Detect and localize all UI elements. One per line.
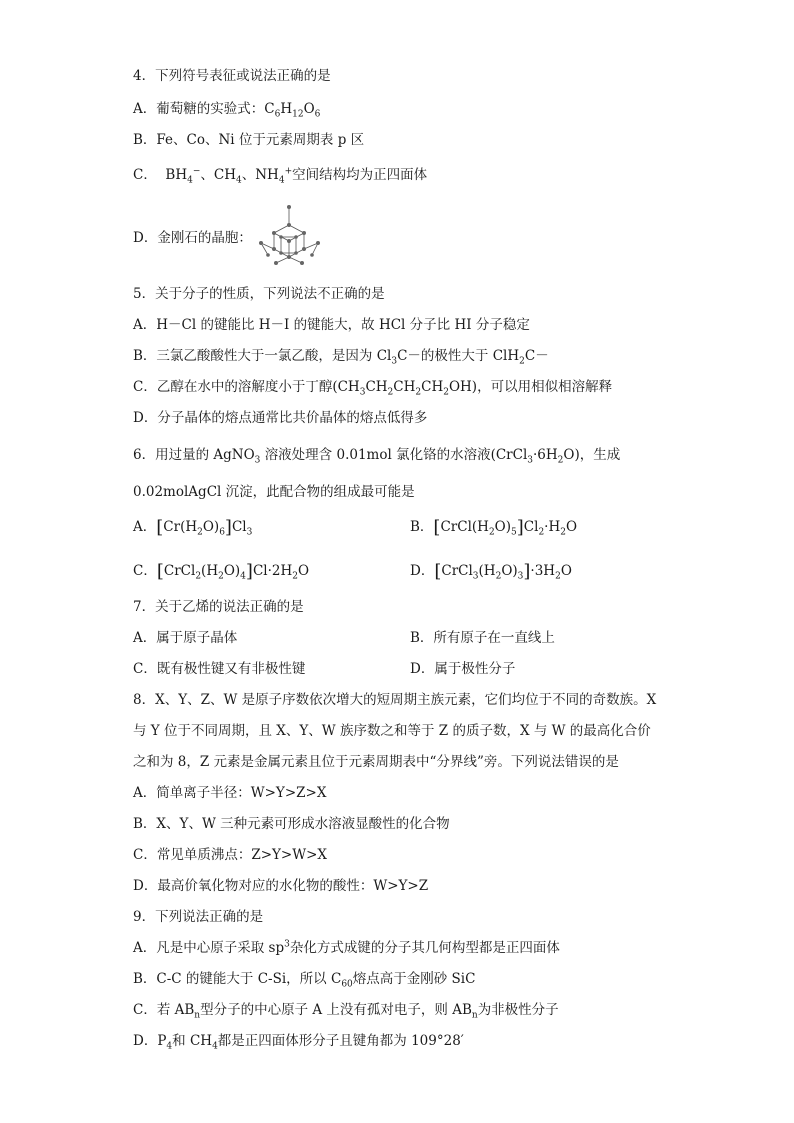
q8-stem-line1: 8．X、Y、Z、W 是原子序数依次增大的短周期主族元素，它们均位于不同的奇数族。X [133, 692, 657, 708]
q4-option-a: A．葡萄糖的实验式：$C_6H_{12}O_6$ [133, 101, 321, 120]
q4-option-d: D．金刚石的晶胞： [133, 230, 252, 246]
q6-option-a: A．$[Cr(H_2O)_6]Cl_3$ [133, 517, 253, 538]
q8-option-d: D．最高价氧化物对应的水化物的酸性：W>Y>Z [133, 878, 429, 894]
q5-option-b: B．三氯乙酸酸性大于一氯乙酸，是因为 $Cl_3C-$的极性大于 ClH$_2$C－ [133, 348, 549, 367]
q8-option-c: C．常见单质沸点：Z>Y>W>X [133, 847, 328, 863]
q8-option-a: A．简单离子半径：W>Y>Z>X [133, 785, 327, 801]
q9-option-a: A．凡是中心原子采取 $sp^3$杂化方式成键的分子其几何构型都是正四面体 [133, 939, 560, 956]
q6-stem: 6．用过量的 AgNO$_3$ 溶液处理含 0.01mol 氯化铬的水溶液$(CrCl_3\cdot 6H_2O)$，生成 [133, 447, 621, 466]
q5-stem: 5．关于分子的性质，下列说法不正确的是 [133, 286, 385, 302]
q9-option-c: C．若 $AB_n$型分子的中心原子 A 上没有孤对电子，则 $AB_n$为非极性分子 [133, 1002, 559, 1021]
q5-option-c: C．乙醇在水中的溶解度小于丁醇$(CH_3CH_2CH_2CH_2OH)$，可以用相似相溶解释 [133, 379, 613, 398]
q8-option-b: B．X、Y、W 三种元素可形成水溶液显酸性的化合物 [133, 816, 450, 832]
q6-stem-line2: 0.02molAgCl 沉淀，此配合物的组成最可能是 [133, 484, 415, 500]
q9-option-d: D．$P_4$和 $CH_4$都是正四面体形分子且键角都为 109°28′ [133, 1033, 464, 1052]
q8-stem-line2: 与 Y 位于不同周期，且 X、Y、W 族序数之和等于 Z 的质子数，X 与 W 的最高化合价 [133, 723, 651, 739]
q6-option-c: C．$[CrCl_2(H_2O)_4]Cl\cdot 2H_2O$ [133, 561, 310, 582]
q8-stem-line3: 之和为 8，Z 元素是金属元素且位于元素周期表中“分界线”旁。下列说法错误的是 [133, 754, 619, 770]
q7-option-d: D．属于极性分子 [410, 661, 516, 677]
q5-option-a: A．H－Cl 的键能比 H－I 的键能大，故 HCl 分子比 HI 分子稳定 [133, 317, 530, 333]
q4-option-c: C． $BH_4^-$、$CH_4$、$NH_4^+$空间结构均为正四面体 [133, 166, 428, 186]
q7-option-c: C．既有极性键又有非极性键 [133, 661, 306, 677]
diamond-unit-cell-figure [256, 203, 326, 268]
q6-option-d: D．$[CrCl_3(H_2O)_3]\cdot 3H_2O$ [410, 561, 572, 582]
q4-option-b: B．Fe、Co、Ni 位于元素周期表 p 区 [133, 132, 365, 148]
q6-option-b: B．$[CrCl(H_2O)_5]Cl_2\cdot H_2O$ [410, 517, 578, 538]
q9-stem: 9．下列说法正确的是 [133, 909, 264, 925]
q5-option-d: D．分子晶体的熔点通常比共价晶体的熔点低得多 [133, 410, 428, 426]
q7-option-b: B．所有原子在一直线上 [410, 630, 555, 646]
q7-stem: 7．关于乙烯的说法正确的是 [133, 599, 304, 615]
q9-option-b: B．C-C 的键能大于 C-Si，所以 $C_{60}$熔点高于金刚砂 SiC [133, 971, 476, 990]
q4-stem: 4．下列符号表征或说法正确的是 [133, 68, 331, 84]
q7-option-a: A．属于原子晶体 [133, 630, 238, 646]
